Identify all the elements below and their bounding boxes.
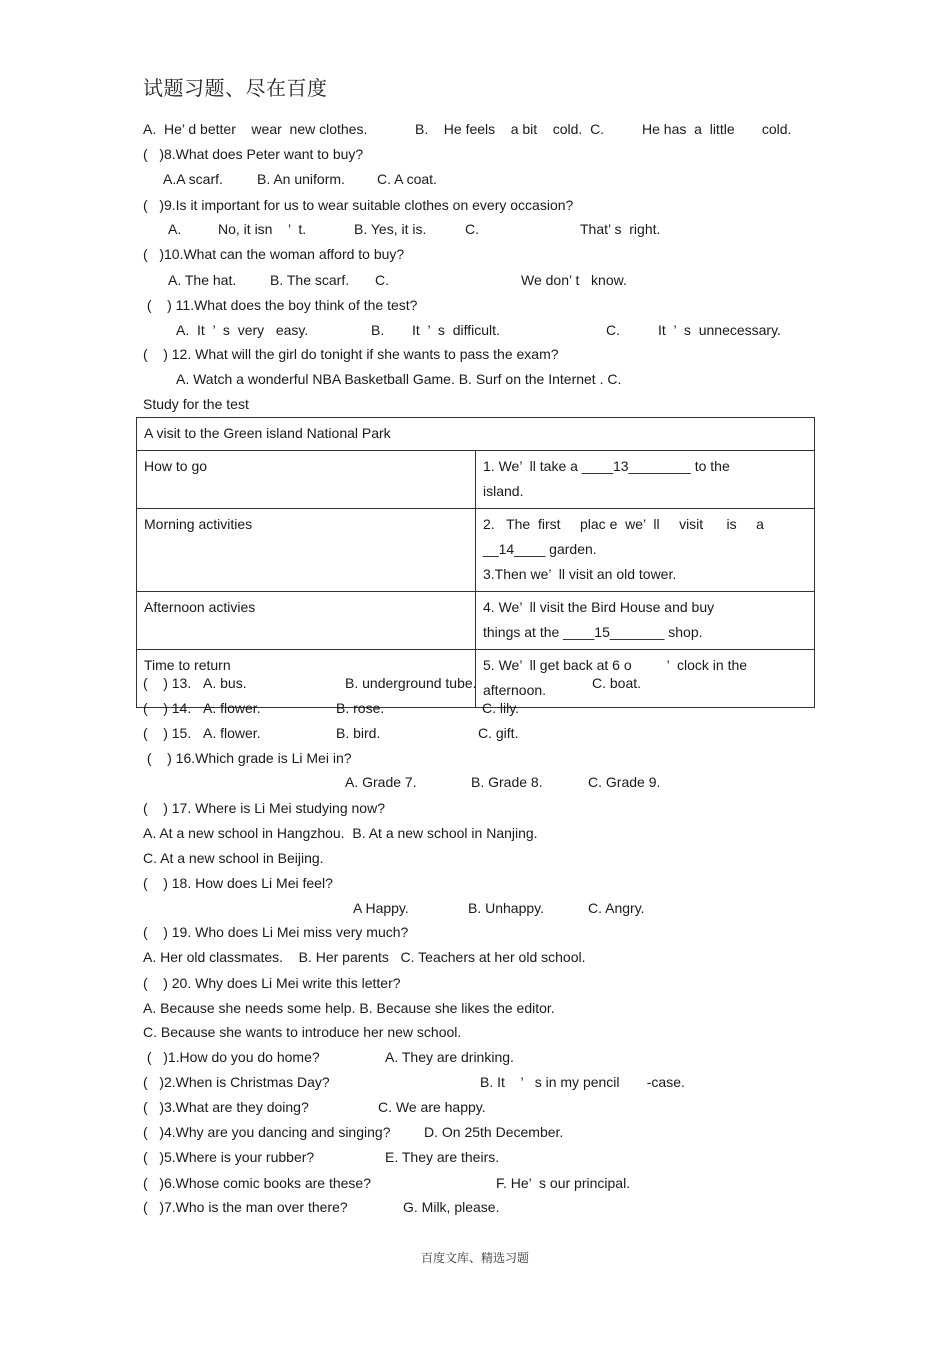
q16-option-b: B. Grade 8. (471, 774, 543, 790)
match-answer-c: C. We are happy. (378, 1099, 486, 1115)
match-answer-e: E. They are theirs. (385, 1149, 500, 1165)
q17-option-c: C. At a new school in Beijing. (143, 850, 324, 866)
table-row-label: How to go (137, 451, 476, 509)
q16-option-a: A. Grade 7. (345, 774, 417, 790)
q8-question: ( )8.What does Peter want to buy? (143, 146, 364, 162)
table-row-content (476, 509, 815, 592)
match-answer-a: A. They are drinking. (385, 1049, 514, 1065)
q13-option-b: B. underground tube. (345, 675, 477, 691)
q7-option-a: A. He’ d better wear new clothes. (143, 121, 368, 137)
table-row-content (476, 592, 815, 650)
q12-question: ( ) 12. What will the girl do tonight if she wants to pass the exam? (143, 346, 559, 362)
table-line: things at the ____15_______ shop. (483, 624, 703, 640)
q16-question: ( ) 16.Which grade is Li Mei in? (143, 750, 352, 766)
q10-option-a: A. The hat. (168, 272, 237, 288)
q16-option-c: C. Grade 9. (588, 774, 661, 790)
table-line: 4. We’ ll visit the Bird House and buy (483, 599, 715, 615)
q11-option-b-label: B. (371, 322, 385, 338)
table-row-label: Afternoon activies (137, 592, 476, 650)
q7-option-c: He has a little cold. (642, 121, 792, 137)
table-row (137, 451, 815, 509)
q13-prefix: ( ) 13. (143, 675, 192, 691)
q15-option-b: B. bird. (336, 725, 381, 741)
q9-option-c-label: C. (465, 221, 479, 237)
table-row-label: Morning activities (137, 509, 476, 592)
q20-question: ( ) 20. Why does Li Mei write this letter? (143, 975, 401, 991)
table-title: A visit to the Green island National Park (137, 418, 815, 451)
q12-option-c-continued: Study for the test (143, 396, 249, 412)
q18-option-a: A Happy. (353, 900, 409, 916)
table-line: 2. The first plac e we’ ll visit is a (483, 516, 764, 532)
match-question-6: ( )6.Whose comic books are these? (143, 1175, 371, 1191)
table-line: island. (483, 483, 524, 499)
match-question-7: ( )7.Who is the man over there? (143, 1199, 348, 1215)
q8-option-a: A.A scarf. (163, 171, 223, 187)
table-line: 1. We’ ll take a ____13________ to the (483, 458, 730, 474)
match-question-1: ( )1.How do you do home? (143, 1049, 320, 1065)
q15-option-a: A. flower. (203, 725, 261, 741)
q15-prefix: ( ) 15. (143, 725, 192, 741)
q8-option-b: B. An uniform. (257, 171, 345, 187)
q18-option-c: C. Angry. (588, 900, 645, 916)
match-question-3: ( )3.What are they doing? (143, 1099, 309, 1115)
q11-option-c-label: C. (606, 322, 620, 338)
match-question-4: ( )4.Why are you dancing and singing? (143, 1124, 391, 1140)
table-line: afternoon. (483, 682, 547, 698)
q10-option-b: B. The scarf. (270, 272, 350, 288)
table-row-content (476, 451, 815, 509)
q11-option-b-text: It ’ s difficult. (412, 322, 500, 338)
match-question-2: ( )2.When is Christmas Day? (143, 1074, 330, 1090)
q15-option-c: C. gift. (478, 725, 519, 741)
q19-options: A. Her old classmates. B. Her parents C. Teachers at her old school. (143, 949, 586, 965)
q9-question: ( )9.Is it important for us to wear suitable clothes on every occasion? (143, 197, 574, 213)
q7-option-b: B. He feels a bit cold. C. (415, 121, 605, 137)
match-answer-b: B. It ’ s in my pencil -case. (480, 1074, 685, 1090)
q9-option-a-text: No, it isn ’ t. (218, 221, 307, 237)
q12-options: A. Watch a wonderful NBA Basketball Game. B. Surf on the Internet . C. (176, 371, 622, 387)
table-line: 5. We’ ll get back at 6 o ’ clock in the (483, 657, 748, 673)
match-answer-g: G. Milk, please. (403, 1199, 500, 1215)
park-visit-table (136, 417, 815, 708)
q8-option-c: C. A coat. (377, 171, 437, 187)
q13-option-a: A. bus. (203, 675, 247, 691)
q14-option-a: A. flower. (203, 700, 261, 716)
match-answer-f: F. He’ s our principal. (496, 1175, 631, 1191)
q20-option-c: C. Because she wants to introduce her new school. (143, 1024, 462, 1040)
table-row-label: Time to return (137, 650, 476, 708)
q18-option-b: B. Unhappy. (468, 900, 545, 916)
q19-question: ( ) 19. Who does Li Mei miss very much? (143, 924, 409, 940)
page-header-title: 试题习题、尽在百度 (143, 76, 328, 100)
q20-options-ab: A. Because she needs some help. B. Because she likes the editor. (143, 1000, 555, 1016)
q10-option-c-text: We don’ t know. (521, 272, 627, 288)
q17-question: ( ) 17. Where is Li Mei studying now? (143, 800, 385, 816)
q11-question: ( ) 11.What does the boy think of the test? (143, 297, 418, 313)
q18-question: ( ) 18. How does Li Mei feel? (143, 875, 333, 891)
q14-option-b: B. rose. (336, 700, 385, 716)
q9-option-c-text: That’ s right. (580, 221, 661, 237)
table-line: __14____ garden. (483, 541, 597, 557)
table-row-content (476, 650, 815, 708)
match-answer-d: D. On 25th December. (424, 1124, 564, 1140)
q9-option-b: B. Yes, it is. (354, 221, 427, 237)
q17-options-ab: A. At a new school in Hangzhou. B. At a new school in Nanjing. (143, 825, 538, 841)
q11-option-c-text: It ’ s unnecessary. (658, 322, 781, 338)
match-question-5: ( )5.Where is your rubber? (143, 1149, 315, 1165)
table-row (137, 592, 815, 650)
q10-question: ( )10.What can the woman afford to buy? (143, 246, 405, 262)
q10-option-c-label: C. (375, 272, 389, 288)
table-line: 3.Then we’ ll visit an old tower. (483, 566, 677, 582)
q11-option-a: A. It ’ s very easy. (176, 322, 309, 338)
q13-option-c: C. boat. (592, 675, 642, 691)
q14-prefix: ( ) 14. (143, 700, 192, 716)
q14-option-c: C. lily. (482, 700, 520, 716)
q9-option-a-label: A. (168, 221, 182, 237)
page-footer: 百度文库、精选习题 (420, 1251, 529, 1265)
table-row (137, 509, 815, 592)
